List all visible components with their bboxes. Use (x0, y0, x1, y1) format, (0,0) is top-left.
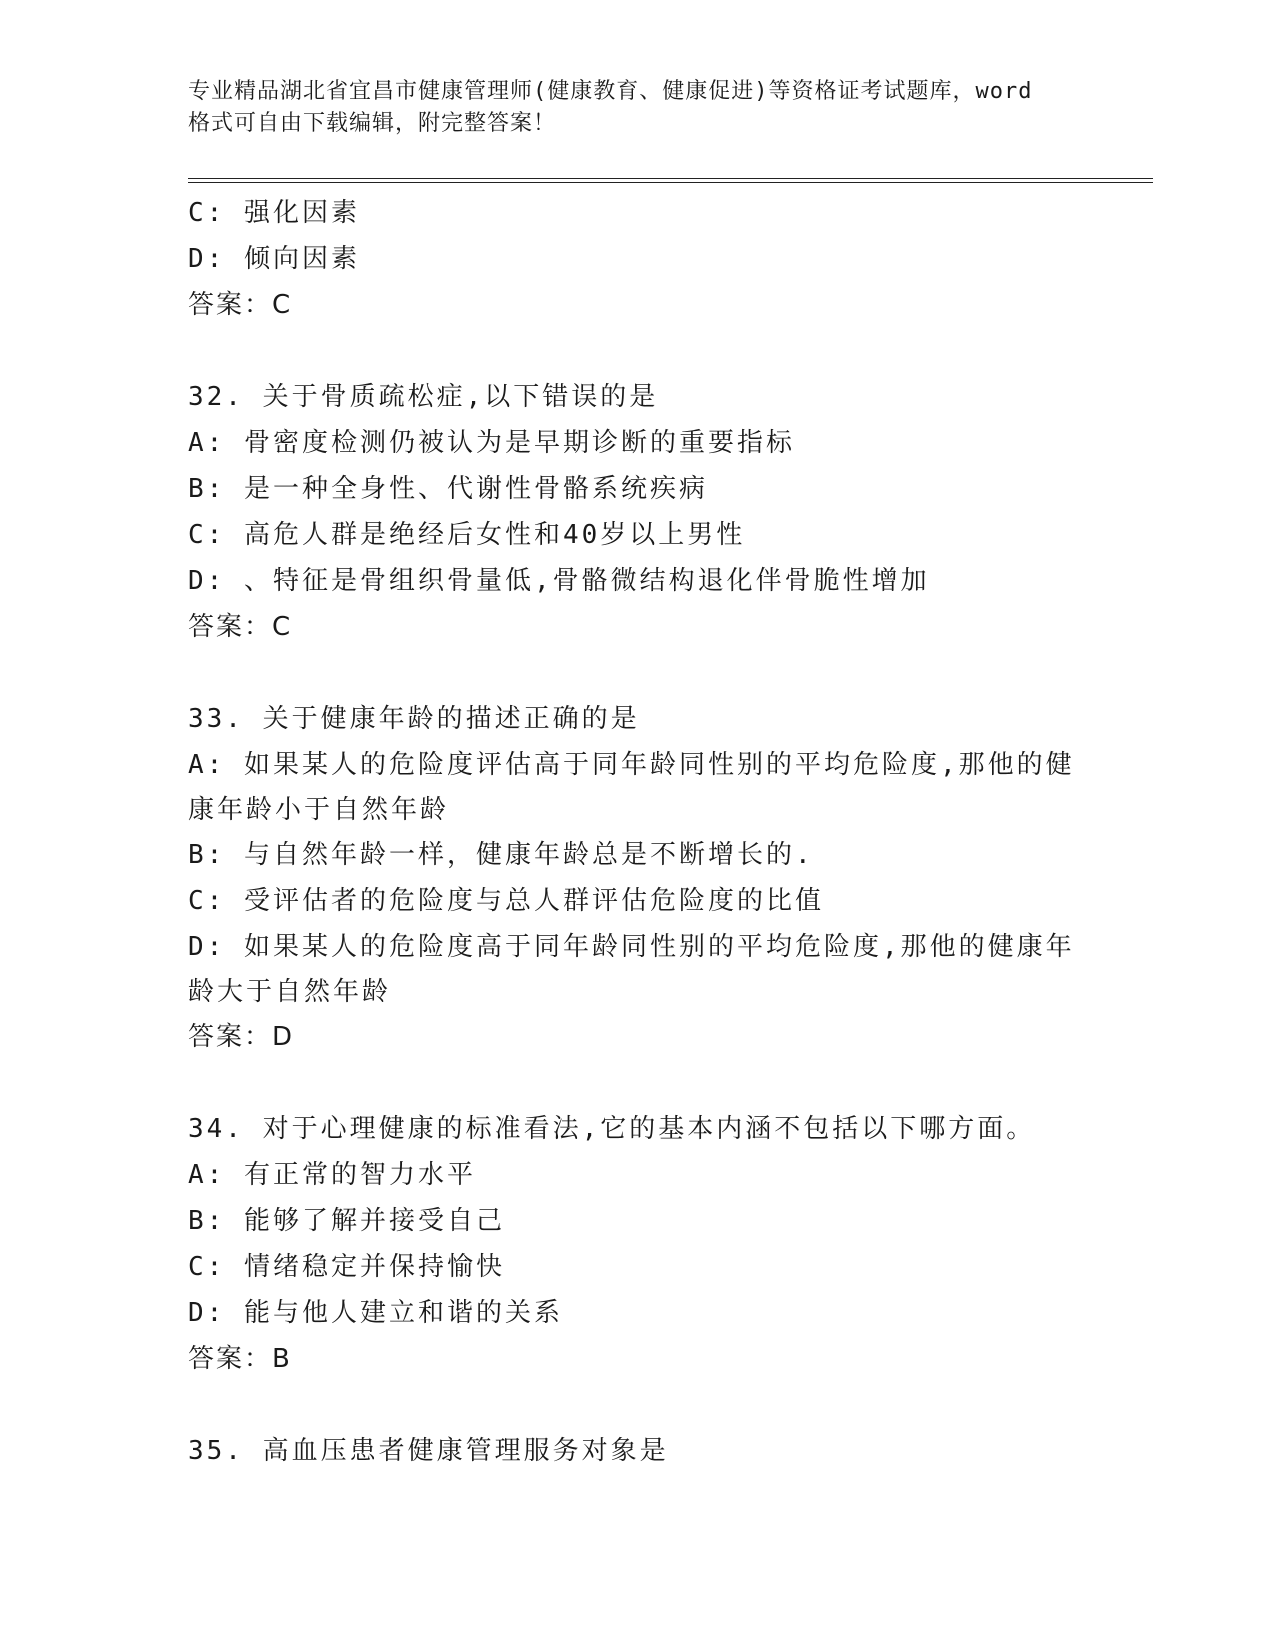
question-list (188, 190, 1088, 1474)
question-stem: 32. 关于骨质疏松症,以下错误的是 (188, 382, 659, 412)
question-32-block (188, 374, 1088, 650)
question-34-block (188, 1106, 1088, 1382)
spacer (188, 328, 1088, 374)
question-stem: 34. 对于心理健康的标准看法,它的基本内涵不包括以下哪方面。 (188, 1114, 1036, 1144)
question-stem: 33. 关于健康年龄的描述正确的是 (188, 704, 640, 734)
option-d: D: 倾向因素 (188, 244, 360, 274)
option-b: B: 是一种全身性、代谢性骨骼系统疾病 (188, 474, 708, 504)
option-a: A: 有正常的智力水平 (188, 1160, 476, 1190)
question-31-block (188, 190, 1088, 328)
question-33-block (188, 696, 1088, 1060)
option-c: C: 受评估者的危险度与总人群评估危险度的比值 (188, 886, 824, 916)
answer-line: 答案：C (188, 612, 293, 642)
option-c: C: 高危人群是绝经后女性和40岁以上男性 (188, 520, 746, 550)
header-divider-bottom (188, 182, 1153, 183)
option-a-continued: 康年龄小于自然年龄 (188, 795, 450, 825)
header-line-2: 格式可自由下载编辑，附完整答案！ (188, 111, 557, 136)
option-d: D: 如果某人的危险度高于同年龄同性别的平均危险度,那他的健康年 (188, 932, 1075, 962)
option-d: D: 能与他人建立和谐的关系 (188, 1298, 563, 1328)
header-divider-top (188, 178, 1153, 179)
header-line-1: 专业精品湖北省宜昌市健康管理师(健康教育、健康促进)等资格证考试题库，word (188, 79, 1033, 104)
question-35-block (188, 1428, 1088, 1474)
answer-line: 答案：D (188, 1022, 295, 1052)
spacer (188, 650, 1088, 696)
answer-line: 答案：C (188, 290, 293, 320)
option-c: C: 情绪稳定并保持愉快 (188, 1252, 505, 1282)
option-a: A: 骨密度检测仍被认为是早期诊断的重要指标 (188, 428, 795, 458)
document-header (188, 76, 1088, 140)
option-d: D: 、特征是骨组织骨量低,骨骼微结构退化伴骨脆性增加 (188, 566, 930, 596)
option-b: B: 能够了解并接受自己 (188, 1206, 505, 1236)
option-c: C: 强化因素 (188, 198, 360, 228)
spacer (188, 1382, 1088, 1428)
option-b: B: 与自然年龄一样，健康年龄总是不断增长的. (188, 840, 814, 870)
option-a: A: 如果某人的危险度评估高于同年龄同性别的平均危险度,那他的健 (188, 750, 1075, 780)
question-stem: 35. 高血压患者健康管理服务对象是 (188, 1436, 669, 1466)
option-d-continued: 龄大于自然年龄 (188, 977, 392, 1007)
answer-line: 答案：B (188, 1344, 292, 1374)
spacer (188, 1060, 1088, 1106)
